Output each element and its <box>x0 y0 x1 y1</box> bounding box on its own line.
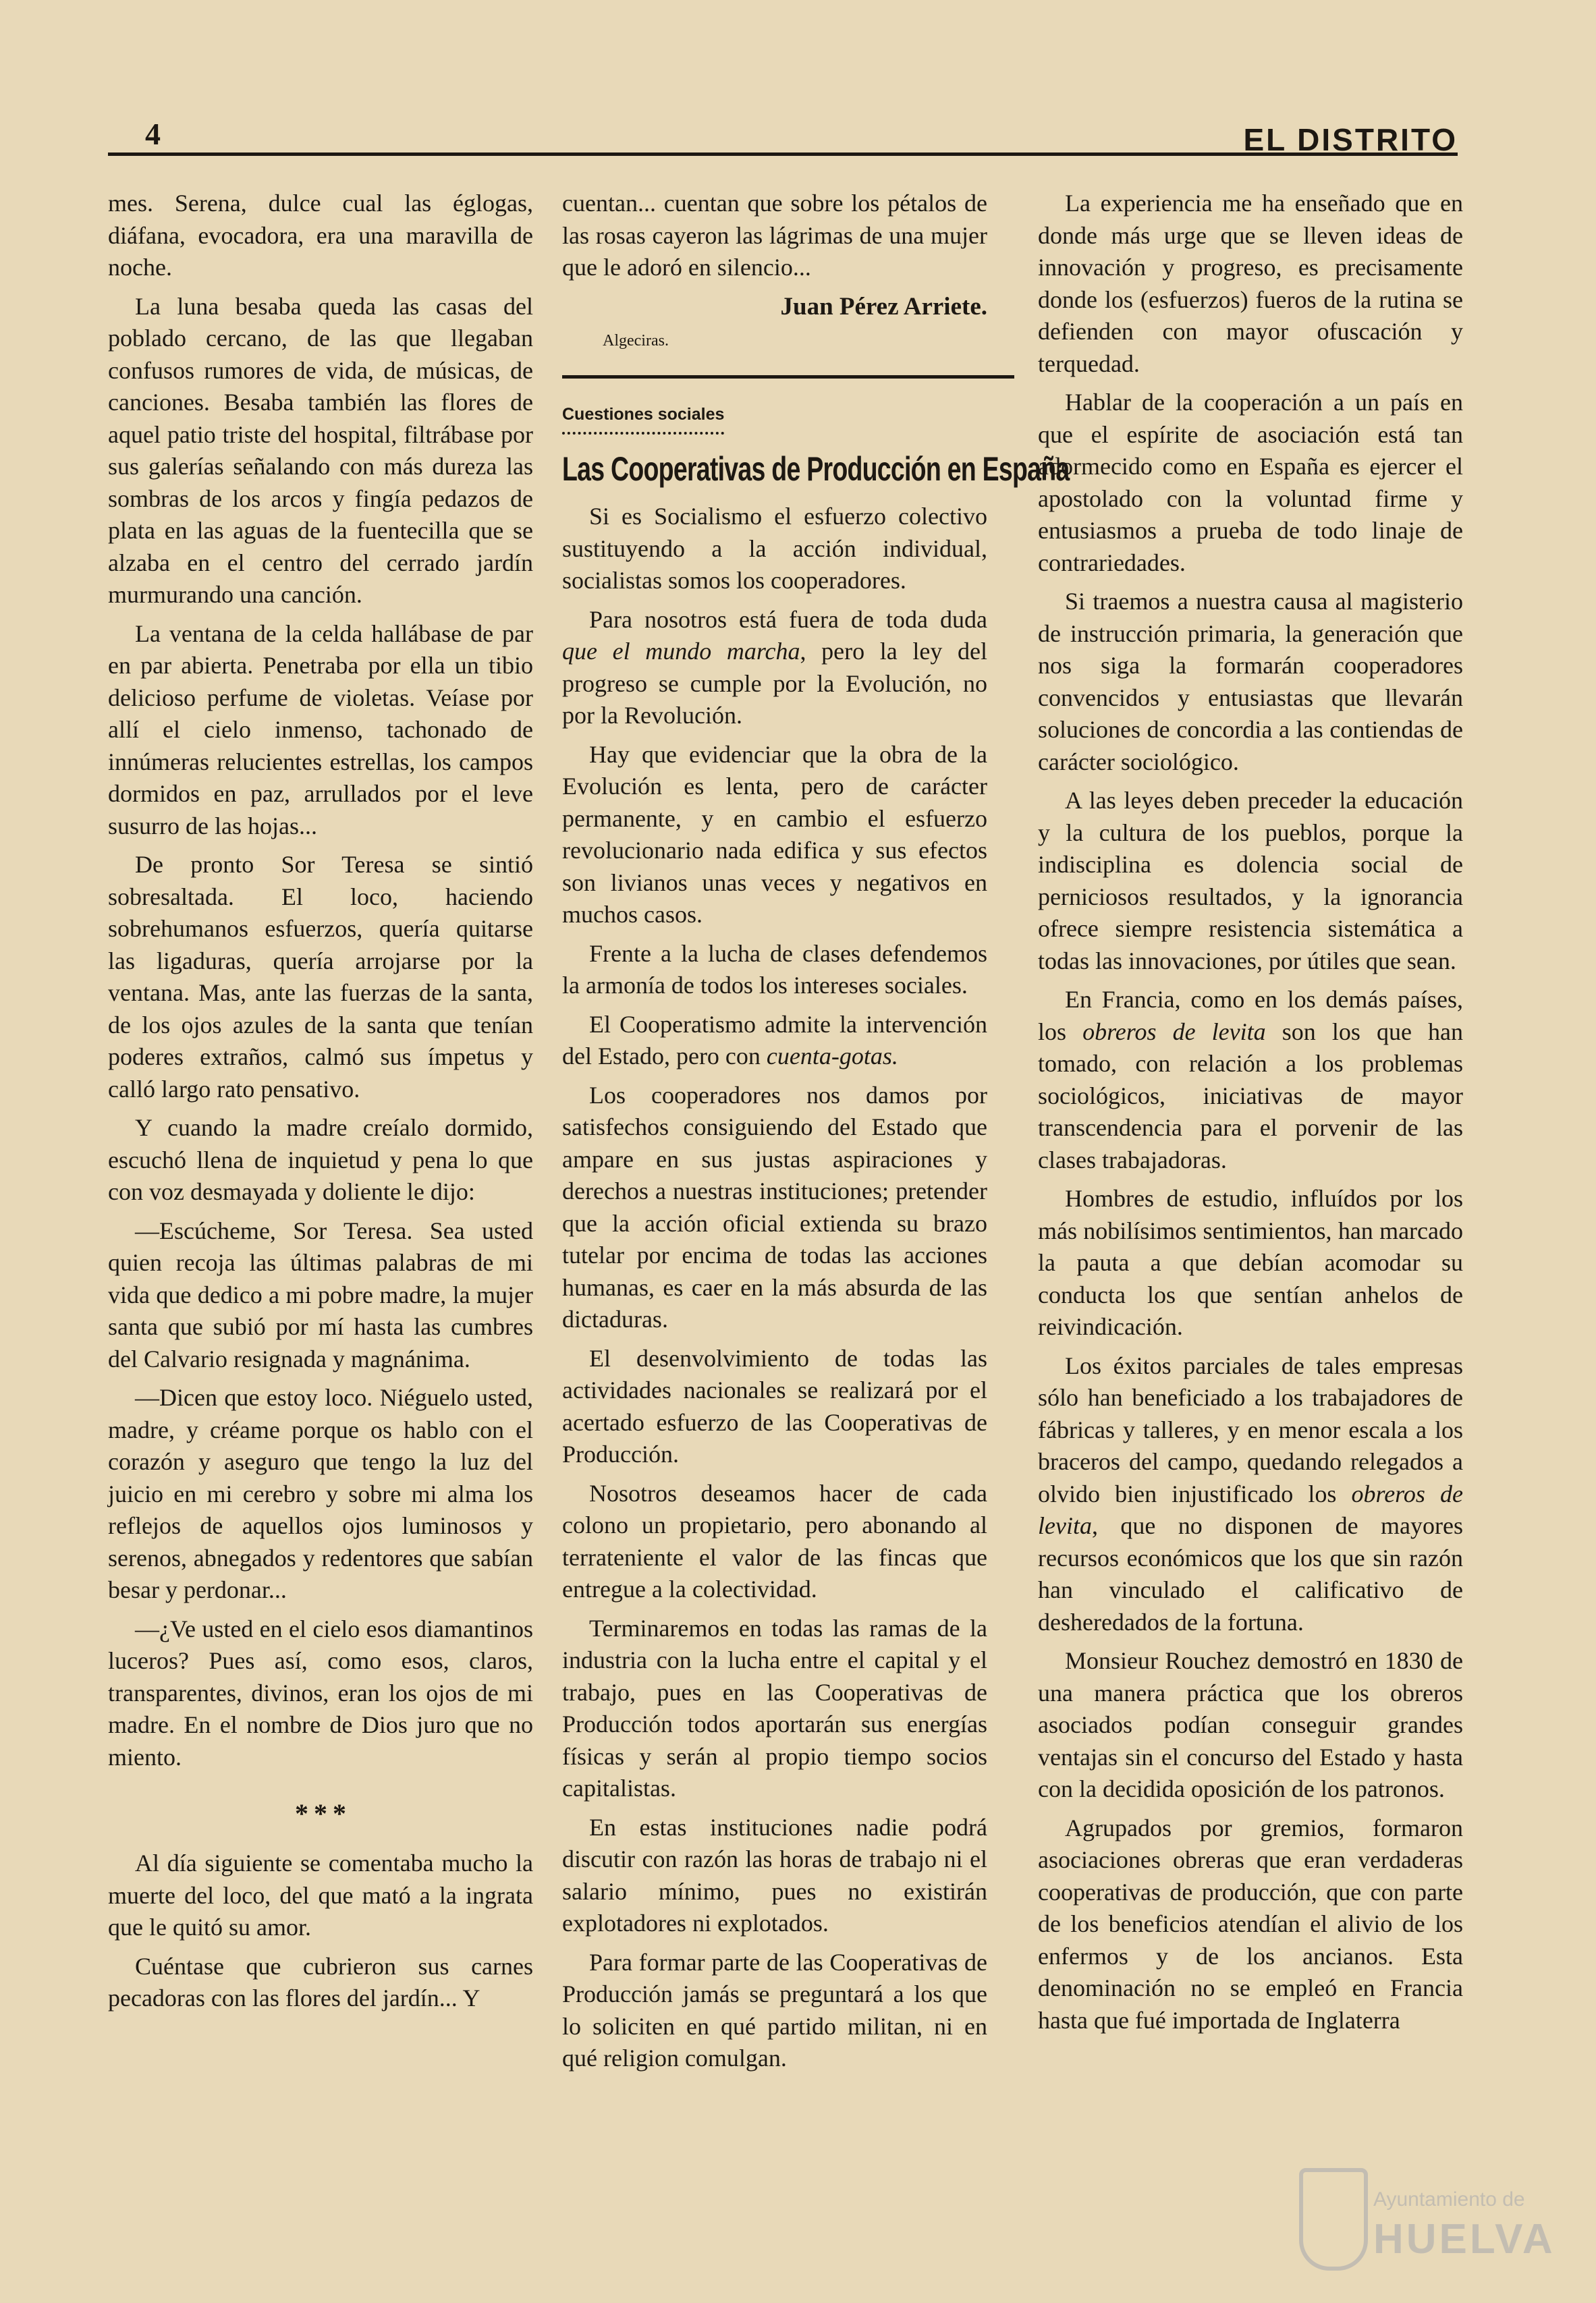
paragraph: —Dicen que estoy loco. Niéguelo usted, madre, y créame porque os hablo con el corazón y aseguro que tengo la luz del juicio en mi cerebro y sobre mi alma los reflejos de aquellos ojos luminosos y serenos, abnegados y redentores que sabían besar y perdonar... <box>108 1384 533 1603</box>
section-rule <box>562 375 1014 379</box>
paragraph: —Escúcheme, Sor Teresa. Sea usted quien recoja las últimas palabras de mi vida que dedico a mi pobre madre, la mujer santa que subió por mí hasta las cumbres del Calvario resignada y magnánima. <box>108 1217 533 1372</box>
author-place: Algeciras. <box>603 332 669 350</box>
paragraph: Al día siguiente se comentaba mucho la muerte del loco, del que mató a la ingrata que le quitó su amor. <box>108 1850 533 1941</box>
paragraph: Los cooperadores nos damos por satisfechos consiguiendo del Estado que ampare en sus justas aspiraciones y derechos a nuestras instituciones; pretender que la acción oficial extienda su brazo tutelar por encima de todas las acciones humanas, es caer en la más absurda de las dictaduras. <box>562 1081 987 1333</box>
paragraph: Frente a la lucha de clases defendemos la armonía de todos los intereses sociales. <box>562 939 987 999</box>
paragraph: Los éxitos parciales de tales empresas sólo han beneficiado a los trabajadores de fábricas y talleres, y en menor escala a los braceros del campo, quedando relegados a olvido bien injustificado los obreros de levita, que no disponen de mayores recursos económicos que los que sin razón han vinculado el calificativo de desheredados de la fortuna. <box>1038 1352 1463 1636</box>
paragraph: El Cooperatismo admite la intervención del Estado, pero con cuenta-gotas. <box>562 1010 987 1070</box>
paragraph: El desenvolvimiento de todas las actividades nacionales se realizará por el acertado esfuerzo de las Cooperativas de Producción. <box>562 1344 987 1468</box>
paragraph: —¿Ve usted en el cielo esos diamantinos luceros? Pues así, como esos, claros, transparentes, divinos, eran los ojos de mi madre. En el nombre de Dios juro que no miento. <box>108 1615 533 1771</box>
watermark-line2: HUELVA <box>1373 2216 1556 2263</box>
paragraph: Monsieur Rouchez demostró en 1830 de una manera práctica que los obreros asociados podían conseguir grandes ventajas sin el concurso del Estado y hasta con la decidida oposición de los patronos. <box>1038 1647 1463 1802</box>
paragraph: En Francia, como en los demás países, los obreros de levita son los que han tomado, con relación a los problemas sociológicos, iniciativas de mayor transcendencia para el porvenir de las clases trabajadoras. <box>1038 986 1463 1173</box>
paragraph: Hombres de estudio, influídos por los más nobilísimos sentimientos, han marcado la pauta a que debían acomodar su conducta los que sentían anhelos de reivindicación. <box>1038 1185 1463 1340</box>
paragraph: mes. Serena, dulce cual las églogas, diáfana, evocadora, era una maravilla de noche. <box>108 190 533 281</box>
asterism-divider: * * * <box>294 1798 346 1829</box>
paragraph: Nosotros deseamos hacer de cada colono un propietario, pero abonando al terrateniente el valor de las fincas que entregue a la colectividad. <box>562 1479 987 1603</box>
page-number: 4 <box>145 117 161 151</box>
paragraph: De pronto Sor Teresa se sintió sobresaltada. El loco, haciendo sobrehumanos esfuerzos, quería quitarse las ligaduras, quería arrojarse por la ventana. Mas, ante las fuerzas de la santa, de los ojos azules de la santa que tenían poderes extraños, calmó sus ímpetus y calló largo rato pensativo. <box>108 851 533 1103</box>
section-label: Cuestiones sociales <box>562 399 724 435</box>
paragraph: Para formar parte de las Cooperativas de Producción jamás se preguntará a los que lo soliciten en qué partido militan, ni en qué religion comulgan. <box>562 1948 987 2072</box>
left-column <box>108 188 533 2022</box>
right-column <box>1038 188 1463 2043</box>
paragraph: En estas instituciones nadie podrá discutir con razón las horas de trabajo ni el salario mínimo, pues no existirán explotadores ni explotados. <box>562 1813 987 1937</box>
article-title: Las Cooperativas de Producción en España <box>562 450 1070 488</box>
city-shield-icon <box>1299 2168 1368 2271</box>
paragraph: La luna besaba queda las casas del poblado cercano, de las que llegaban confusos rumores de vida, de músicas, de canciones. Besaba también las flores de aquel patio triste del hospital, filtrábase por sus galerías señalando con más dureza las sombras de los arcos y fingía pedazos de plata en las aguas de la fuentecilla que se alzaba en el centro del cerrado jardín murmurando una canción. <box>108 292 533 608</box>
author-signature: Juan Pérez Arriete. <box>780 292 987 321</box>
page-header <box>108 117 1458 161</box>
paragraph: Cuéntase que cubrieron sus carnes pecadoras con las flores del jardín... Y <box>108 1952 533 2011</box>
paragraph: Agrupados por gremios, formaron asociaciones obreras que eran verdaderas cooperativas de producción, que con parte de los beneficios atendían el alivio de los enfermos y de los ancianos. Esta denominación no se empleó en Francia hasta que fué importada de Inglaterra <box>1038 1814 1463 2034</box>
paragraph: A las leyes deben preceder la educación y la cultura de los pueblos, porque la indisciplina es dolencia social de perniciosos resultados, y la ignorancia ofrece siempre resistencia sistemática a todas las innovaciones, por útiles que sean. <box>1038 787 1463 974</box>
paragraph: Si es Socialismo el esfuerzo colectivo sustituyendo a la acción individual, socialistas somos los cooperadores. <box>562 503 987 594</box>
story-ending: cuentan... cuentan que sobre los pétalos de las rosas cayeron las lágrimas de una mujer que le adoró en silencio... <box>562 190 987 281</box>
newspaper-name: EL DISTRITO <box>1243 122 1458 157</box>
paragraph: La experiencia me ha enseñado que en donde más urge que se lleven ideas de innovación y progreso, es precisamente donde los (esfuerzos) fueros de la rutina se defienden con mayor ofuscación y terquedad. <box>1038 190 1463 377</box>
watermark <box>1299 2161 1556 2276</box>
watermark-line1: Ayuntamiento de <box>1373 2188 1525 2211</box>
paragraph: Hablar de la cooperación a un país en que el espírite de asociación está tan adormecido como en España es ejercer el apostolado con la voluntad firme y entusiasmos a prueba de todo linaje de contrariedades. <box>1038 389 1463 576</box>
paragraph: Hay que evidenciar que la obra de la Evolución es lenta, pero de carácter permanente, y en cambio el esfuerzo revolucionario nada edifica y sus efectos son livianos unas veces y negativos en muchos casos. <box>562 740 987 928</box>
paragraph: La ventana de la celda hallábase de par en par abierta. Penetraba por ella un tibio delicioso perfume de violetas. Veíase por allí el cielo inmenso, tachonado de innúmeras relucientes estrellas, los campos dormidos en paz, arrullados por el leve susurro de las hojas... <box>108 619 533 839</box>
paragraph: Si traemos a nuestra causa al magisterio de instrucción primaria, la generación que nos siga la formarán cooperadores convencidos y entusiastas que llevarán soluciones de concordia a las contiendas de carácter sociológico. <box>1038 588 1463 775</box>
paragraph: Terminaremos en todas las ramas de la industria con la lucha entre el capital y el trabajo, pues en las Cooperativas de Producción todos aportarán sus energías físicas y serán al propio tiempo socios capitalistas. <box>562 1614 987 1802</box>
paragraph: Y cuando la madre creíalo dormido, escuchó llena de inquietud y pena lo que con voz desmayada y doliente le dijo: <box>108 1114 533 1205</box>
header-rule <box>108 152 1458 156</box>
middle-column <box>562 188 1070 2082</box>
paragraph: Para nosotros está fuera de toda duda que el mundo marcha, pero la ley del progreso se cumple por la Evolución, no por la Revolución. <box>562 605 987 729</box>
